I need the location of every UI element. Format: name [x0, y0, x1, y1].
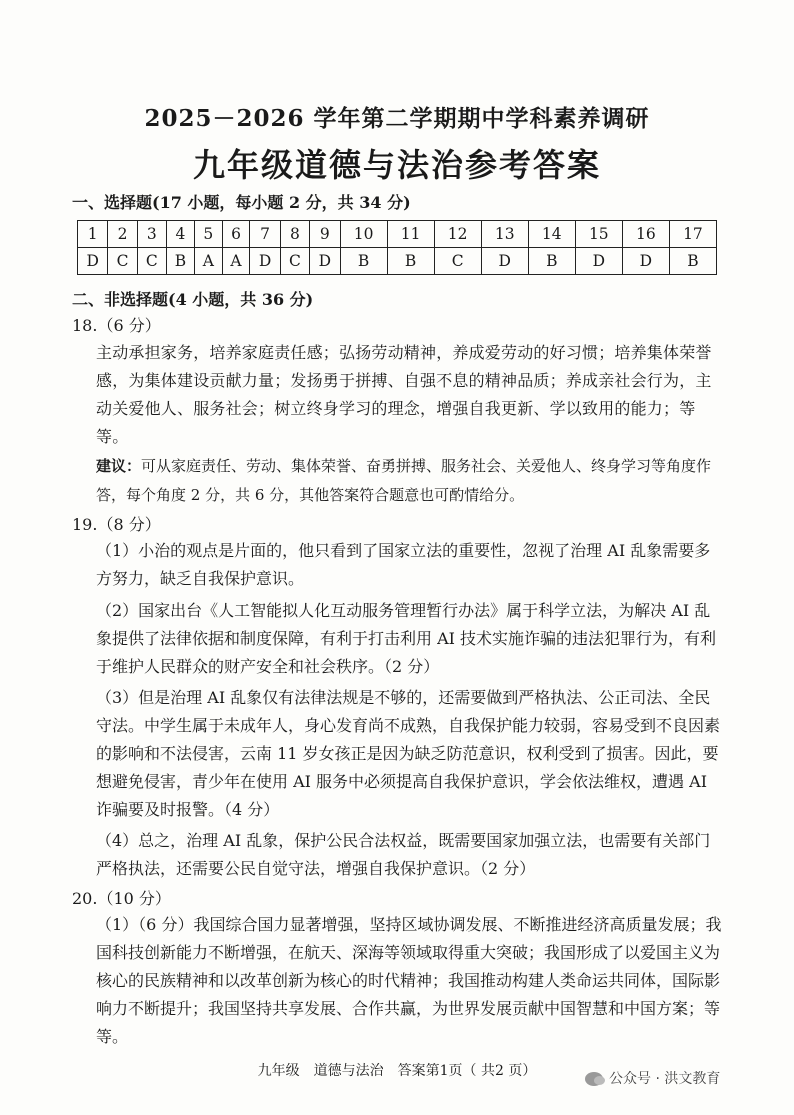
question-number-cell: 16 — [622, 221, 669, 248]
question-number-cell: 9 — [310, 221, 340, 248]
answer-cell: B — [387, 248, 434, 275]
question-number-cell: 15 — [575, 221, 622, 248]
question-number-cell: 2 — [108, 221, 137, 248]
watermark — [585, 1068, 720, 1088]
answer-cell: C — [108, 248, 137, 275]
question-number-cell: 5 — [195, 221, 223, 248]
q18-label: 18.（6 分） — [72, 316, 161, 335]
answer-cell: B — [340, 248, 387, 275]
answer-cell: D — [310, 248, 340, 275]
page-title: 2025－2026 学年第二学期期中学科素养调研 — [144, 105, 650, 132]
answer-cell: D — [481, 248, 528, 275]
q19-label: 19.（8 分） — [72, 515, 161, 534]
answer-cell: B — [528, 248, 575, 275]
question-number-cell: 12 — [434, 221, 481, 248]
q20-label: 20.（10 分） — [72, 889, 171, 908]
question-number-cell: 11 — [387, 221, 434, 248]
section1-heading: 一、选择题(17 小题，每小题 2 分，共 34 分) — [72, 193, 411, 212]
answer-cell: D — [250, 248, 280, 275]
question-number-cell: 4 — [166, 221, 194, 248]
question-number-cell: 7 — [250, 221, 280, 248]
answer-cell: D — [622, 248, 669, 275]
section2-heading: 二、非选择题(4 小题，共 36 分) — [72, 290, 314, 309]
q20-item-1: （1）（6 分）我国综合国力显著增强，坚持区域协调发展、不断推进经济高质量发展；我国科技创新能力不断增强，在航天、深海等领域取得重大突破；我国形成了以爱国主义为核心的民族精神和以改革创新为核心的时代精神；我国推动构建人类命运共同体，国际影响力不断提升；我国坚持共享发展、合作共赢，为世界发展贡献中国智慧和中国方案；等等。 — [96, 915, 722, 1046]
question-number-cell: 10 — [340, 221, 387, 248]
question-number-cell: 8 — [280, 221, 309, 248]
answer-cell: C — [137, 248, 166, 275]
wechat-icon — [585, 1072, 603, 1086]
q19-item-4: （4）总之，治理 AI 乱象，保护公民合法权益，既需要国家加强立法，也需要有关部门严格执法，还需要公民自觉守法，增强自我保护意识。（2 分） — [96, 831, 711, 878]
q18-note — [96, 452, 726, 510]
answer-cell: B — [669, 248, 716, 275]
answer-cell: D — [78, 248, 108, 275]
question-number-cell: 14 — [528, 221, 575, 248]
page-footer: 九年级 道德与法治 答案第1页（ 共2 页） — [257, 1063, 537, 1079]
question-number-cell: 3 — [137, 221, 166, 248]
question-number-cell: 6 — [222, 221, 250, 248]
answer-table-answers-row — [78, 248, 717, 275]
answer-cell: D — [575, 248, 622, 275]
answer-cell: B — [166, 248, 194, 275]
q19-item-2: （2）国家出台《人工智能拟人化互动服务管理暂行办法》属于科学立法，为解决 AI 乱象提供了法律依据和制度保障，有利于打击利用 AI 技术实施诈骗的违法犯罪行为，有利于维护人民群众的财产安全和社会秩序。（2 分） — [96, 601, 717, 676]
q18-answer: 主动承担家务，培养家庭责任感；弘扬劳动精神，养成爱劳动的好习惯；培养集体荣誉感，为集体建设贡献力量；发扬勇于拼搏、自强不息的精神品质；养成亲社会行为，主动关爱他人、服务社会；树立终身学习的理念，增强自我更新、学以致用的能力；等等。 — [96, 343, 712, 446]
answer-table — [77, 220, 717, 275]
question-number-cell: 13 — [481, 221, 528, 248]
answer-cell: C — [434, 248, 481, 275]
answer-cell: A — [222, 248, 250, 275]
watermark-text: 公众号 · 洪文教育 — [609, 1071, 721, 1087]
page-subtitle: 九年级道德与法治参考答案 — [192, 146, 601, 184]
q19-item-1: （1）小治的观点是片面的，他只看到了国家立法的重要性，忽视了治理 AI 乱象需要多方努力，缺乏自我保护意识。 — [96, 541, 711, 588]
answer-cell: C — [280, 248, 309, 275]
q19-item-3: （3）但是治理 AI 乱象仅有法律法规是不够的，还需要做到严格执法、公正司法、全民守法。中学生属于未成年人，身心发育尚不成熟，自我保护能力较弱，容易受到不良因素的影响和不法侵害，云南 11 岁女孩正是因为缺乏防范意识，权利受到了损害。因此，要想避免侵害，青少年在使用 AI 服务中必须提高自我保护意识，学会依法维权，遭遇 AI 诈骗要及时报警。（4 分） — [96, 688, 721, 819]
q18-note-label: 建议： — [96, 457, 142, 475]
q18-note-text: 可从家庭责任、劳动、集体荣誉、奋勇拼搏、服务社会、关爱他人、终身学习等角度作答，每个角度 2 分，共 6 分，其他答案符合题意也可酌情给分。 — [96, 457, 712, 504]
answer-table-numbers-row — [78, 221, 717, 248]
question-number-cell: 1 — [78, 221, 108, 248]
answer-cell: A — [195, 248, 223, 275]
question-number-cell: 17 — [669, 221, 716, 248]
